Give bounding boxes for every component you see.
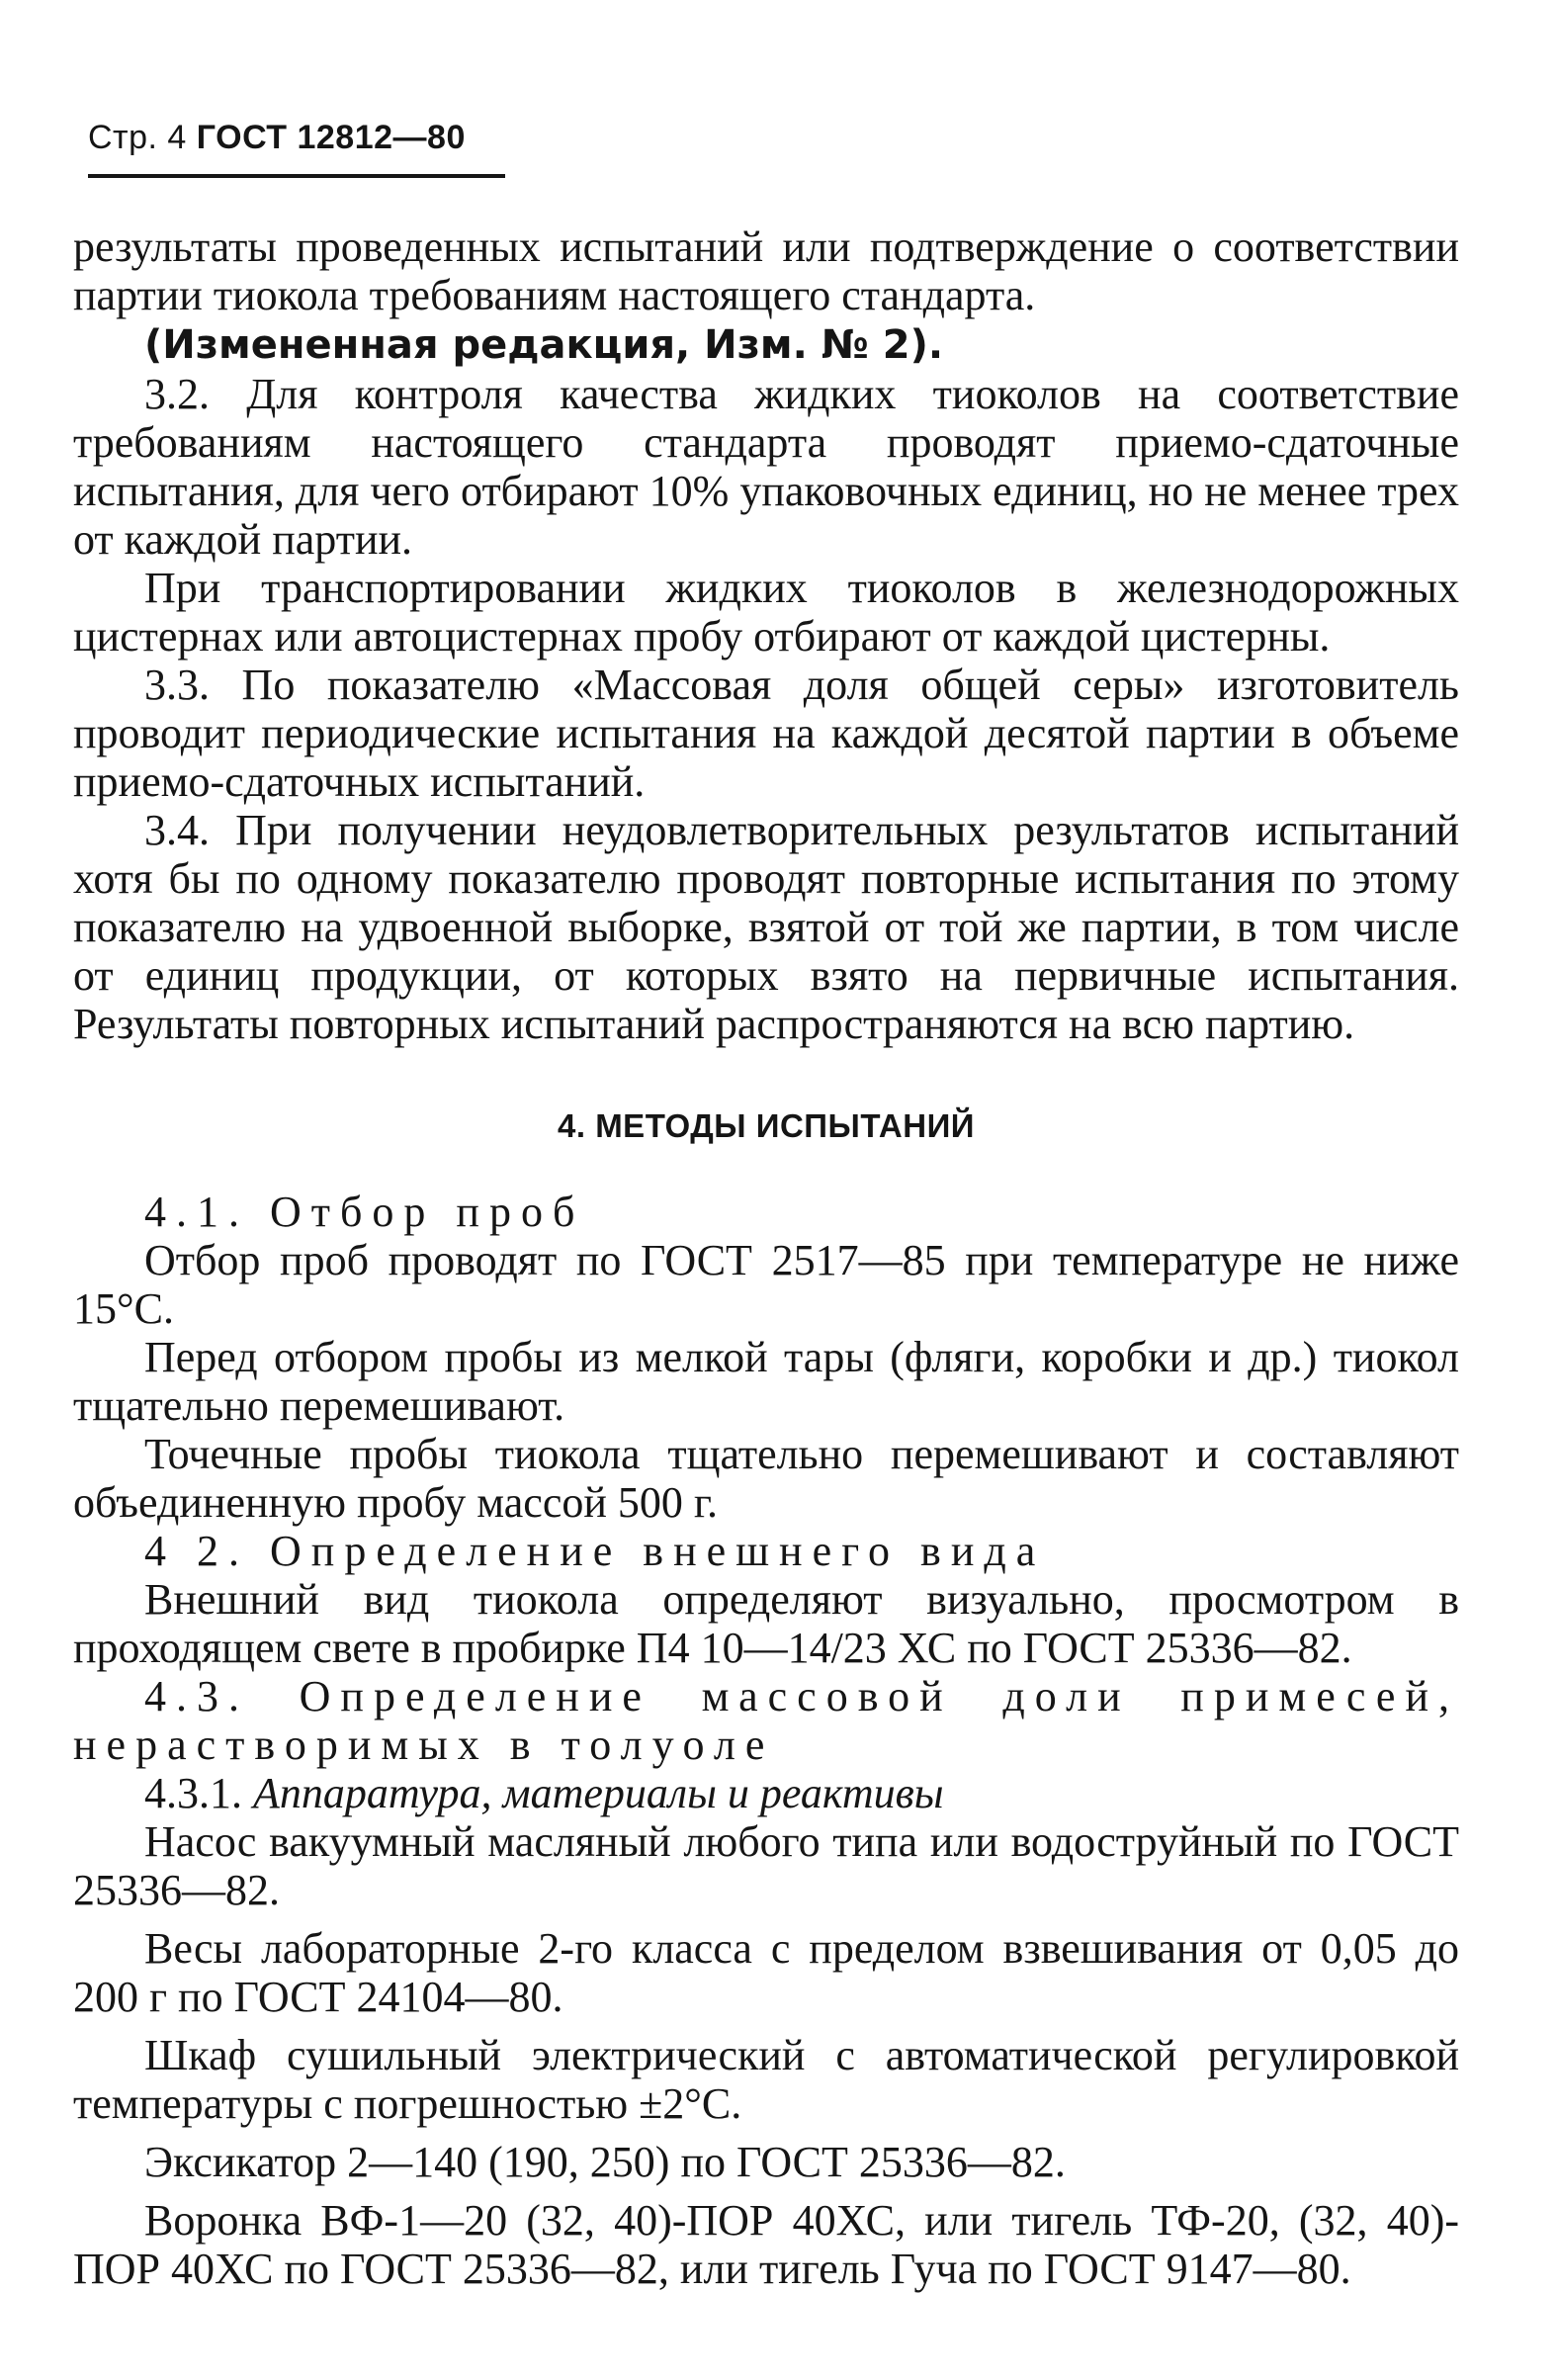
clause-4-3-1-number: 4.3.1. — [144, 1769, 242, 1817]
header-rule — [88, 174, 505, 178]
clause-4-3-heading: 4.3. Определение массовой доли примесей, нерастворимых в толуоле — [73, 1672, 1459, 1769]
clause-4-2-heading: 4 2. Определение внешнего вида — [144, 1527, 1046, 1575]
clause-4-1-text-b: Перед отбором пробы из мелкой тары (фляги, коробки и др.) тиокол тщательно перемешивают. — [73, 1333, 1459, 1430]
clause-3-4: 3.4. При получении неудовлетворительных результатов испытаний хотя бы по одному показателю проводят повторные испытания по этому показателю на удвоенной выборке, взятой от той же партии, в том числе от единиц продукции, от которых взято на первичные испытания. Результаты повторных испытаний распространяются на всю партию. — [73, 806, 1459, 1048]
clause-4-1-text-c: Точечные пробы тиокола тщательно перемешивают и составляют объединенную пробу массой 500 г. — [73, 1430, 1459, 1527]
equipment-desiccator: Эксикатор 2—140 (190, 250) по ГОСТ 25336—82. — [144, 2138, 1066, 2186]
amendment-note-text: (Измененная редакция, Изм. № 2). — [144, 322, 944, 368]
clause-4-2-text: Внешний вид тиокола определяют визуально, просмотром в проходящем свете в пробирке П4 10—14/23 ХС по ГОСТ 25336—82. — [73, 1575, 1459, 1672]
clause-3-2-transport: При транспортировании жидких тиоколов в железнодорожных цистернах или автоцистернах пробу отбирают от каждой цистерны. — [73, 564, 1459, 661]
equipment-drying-cabinet: Шкаф сушильный электрический с автоматической регулировкой температуры с погрешностью ±2°С. — [73, 2031, 1459, 2128]
equipment-scales: Весы лабораторные 2-го класса с пределом взвешивания от 0,05 до 200 г по ГОСТ 24104—80. — [73, 1924, 1459, 2021]
clause-4-1-text-a: Отбор проб проводят по ГОСТ 2517—85 при температуре не ниже 15°С. — [73, 1236, 1459, 1333]
clause-4-3-1-title: Аппаратура, материалы и реактивы — [253, 1769, 944, 1817]
running-header — [88, 119, 466, 157]
equipment-vacuum-pump: Насос вакуумный масляный любого типа или водоструйный по ГОСТ 25336—82. — [73, 1817, 1459, 1914]
clause-4-3-1-heading — [73, 1769, 1459, 1817]
paragraph-continued: результаты проведенных испытаний или подтверждение о соответствии партии тиокола требованиям настоящего стандарта. — [73, 222, 1459, 319]
body-text — [73, 222, 1459, 2293]
clause-3-3: 3.3. По показателю «Массовая доля общей серы» изготовитель проводит периодические испытания на каждой десятой партии в объеме приемо-сдаточных испытаний. — [73, 661, 1459, 806]
clause-4-1-heading: 4.1. Отбор проб — [144, 1188, 585, 1236]
section-4-title: 4. МЕТОДЫ ИСПЫТАНИЙ — [558, 1107, 975, 1144]
equipment-funnel: Воронка ВФ-1—20 (32, 40)-ПОР 40ХС, или тигель ТФ-20, (32, 40)-ПОР 40ХС по ГОСТ 25336—82, или тигель Гуча по ГОСТ 9147—80. — [73, 2196, 1459, 2293]
clause-3-2: 3.2. Для контроля качества жидких тиоколов на соответствие требованиям настоящего стандарта проводят приемо-сдаточные испытания, для чего отбирают 10% упаковочных единиц, но не менее трех от каждой партии. — [73, 370, 1459, 564]
amendment-note — [73, 319, 1459, 370]
standard-id: ГОСТ 12812—80 — [196, 119, 466, 156]
page-number: Стр. 4 — [88, 119, 187, 156]
